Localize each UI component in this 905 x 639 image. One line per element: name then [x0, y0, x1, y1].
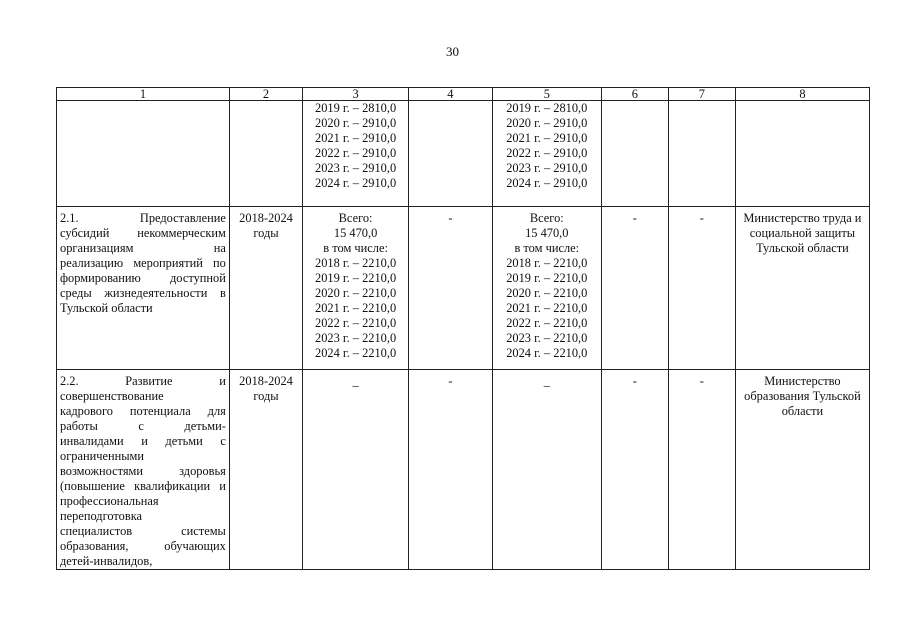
col6-cell: - [601, 370, 668, 570]
table-row-continuation [57, 101, 870, 207]
measure-name-cell [57, 207, 230, 370]
name-line: образования, обучающих [60, 539, 226, 553]
funding-line: 2020 г. – 2910,0 [506, 116, 588, 130]
name-line: реализацию мероприятий по [60, 256, 226, 270]
funding-line: 2024 г. – 2210,0 [315, 346, 397, 360]
cont-regional-funding-cell [492, 101, 601, 207]
funding-line: 15 470,0 [525, 226, 569, 240]
col4-cell: - [409, 370, 493, 570]
regional-funding-cell [492, 207, 601, 370]
period-line: 2018-2024 [239, 211, 293, 225]
col7-cell: - [668, 207, 735, 370]
period-cell [229, 207, 302, 370]
funding-line: 2023 г. – 2910,0 [315, 161, 397, 175]
funding-line: 2022 г. – 2210,0 [506, 316, 588, 330]
program-table [56, 87, 870, 570]
funding-line: 2022 г. – 2910,0 [506, 146, 588, 160]
funding-line: 2022 г. – 2210,0 [315, 316, 397, 330]
cont-funding-cell [303, 101, 409, 207]
funding-line: 2021 г. – 2910,0 [506, 131, 588, 145]
funding-line: 2020 г. – 2210,0 [315, 286, 397, 300]
funding-cell [303, 207, 409, 370]
funding-line: в том числе: [514, 241, 580, 255]
executor-line: Министерство труда и [743, 211, 862, 225]
funding-line: 2021 г. – 2210,0 [315, 301, 397, 315]
period-cell [229, 370, 302, 570]
funding-line: 2024 г. – 2910,0 [315, 176, 397, 190]
funding-line: 2019 г. – 2210,0 [506, 271, 588, 285]
executor-line: области [781, 404, 824, 418]
funding-line: 2022 г. – 2910,0 [315, 146, 397, 160]
col7-cell: - [668, 370, 735, 570]
cont-col6-cell [601, 101, 668, 207]
col6-cell: - [601, 207, 668, 370]
table-row-2-2 [57, 370, 870, 570]
name-line: профессиональная [60, 494, 159, 508]
funding-line: 2019 г. – 2810,0 [315, 101, 397, 115]
name-line: инвалидами и детьми с [60, 434, 226, 448]
name-line: среды жизнедеятельности в [60, 286, 226, 300]
name-line: Тульской области [60, 301, 153, 315]
name-line: детей-инвалидов, [60, 554, 153, 568]
cont-executor-cell [735, 101, 869, 207]
funding-line: Всего: [338, 211, 373, 225]
funding-line: 2023 г. – 2210,0 [315, 331, 397, 345]
executor-line: Тульской области [756, 241, 849, 255]
cont-col7-cell [668, 101, 735, 207]
funding-line: 2019 г. – 2810,0 [506, 101, 588, 115]
header-cell-2: 2 [229, 88, 302, 101]
funding-line: 2018 г. – 2210,0 [315, 256, 397, 270]
name-line: совершенствование [60, 389, 164, 403]
name-line: ограниченными [60, 449, 145, 463]
regional-funding-cell: _ [492, 370, 601, 570]
executor-line: социальной защиты [749, 226, 856, 240]
cont-col4-cell [409, 101, 493, 207]
funding-line: в том числе: [323, 241, 388, 255]
funding-line: 2023 г. – 2910,0 [506, 161, 588, 175]
period-line: 2018-2024 [239, 374, 293, 388]
executor-cell [735, 370, 869, 570]
header-cell-5: 5 [492, 88, 601, 101]
header-cell-4: 4 [409, 88, 493, 101]
funding-line: 2024 г. – 2910,0 [506, 176, 588, 190]
funding-cell: _ [303, 370, 409, 570]
period-line: годы [253, 226, 279, 240]
header-cell-8: 8 [735, 88, 869, 101]
name-line: возможностями здоровья [60, 464, 226, 478]
name-line: специалистов системы [60, 524, 226, 538]
name-line: кадрового потенциала для [60, 404, 226, 418]
name-line: работы с детьми- [60, 419, 226, 433]
name-line: (повышение квалификации и [60, 479, 226, 493]
header-cell-3: 3 [303, 88, 409, 101]
header-cell-1: 1 [57, 88, 230, 101]
executor-line: Министерство [764, 374, 841, 388]
page-number: 30 [446, 44, 459, 59]
funding-line: 2023 г. – 2210,0 [506, 331, 588, 345]
funding-line: 2018 г. – 2210,0 [506, 256, 588, 270]
executor-line: образования Тульской [744, 389, 861, 403]
funding-line: Всего: [529, 211, 564, 225]
executor-cell [735, 207, 869, 370]
funding-line: 2019 г. – 2210,0 [315, 271, 397, 285]
col4-cell: - [409, 207, 493, 370]
name-line: субсидий некоммерческим [60, 226, 226, 240]
name-line: 2.1. Предоставление [60, 211, 226, 225]
header-cell-7: 7 [668, 88, 735, 101]
funding-line: 15 470,0 [333, 226, 378, 240]
cont-period-cell [229, 101, 302, 207]
name-line: переподготовка [60, 509, 143, 523]
funding-line: 2020 г. – 2910,0 [315, 116, 397, 130]
table-row-2-1 [57, 207, 870, 370]
header-row [57, 88, 870, 101]
name-line: формированию доступной [60, 271, 226, 285]
header-cell-6: 6 [601, 88, 668, 101]
name-line: организациям на [60, 241, 226, 255]
funding-line: 2020 г. – 2210,0 [506, 286, 588, 300]
cont-name-cell [57, 101, 230, 207]
funding-line: 2021 г. – 2910,0 [315, 131, 397, 145]
name-line: 2.2. Развитие и [60, 374, 226, 388]
period-line: годы [253, 389, 279, 403]
funding-line: 2024 г. – 2210,0 [506, 346, 588, 360]
funding-line: 2021 г. – 2210,0 [506, 301, 588, 315]
measure-name-cell [57, 370, 230, 570]
